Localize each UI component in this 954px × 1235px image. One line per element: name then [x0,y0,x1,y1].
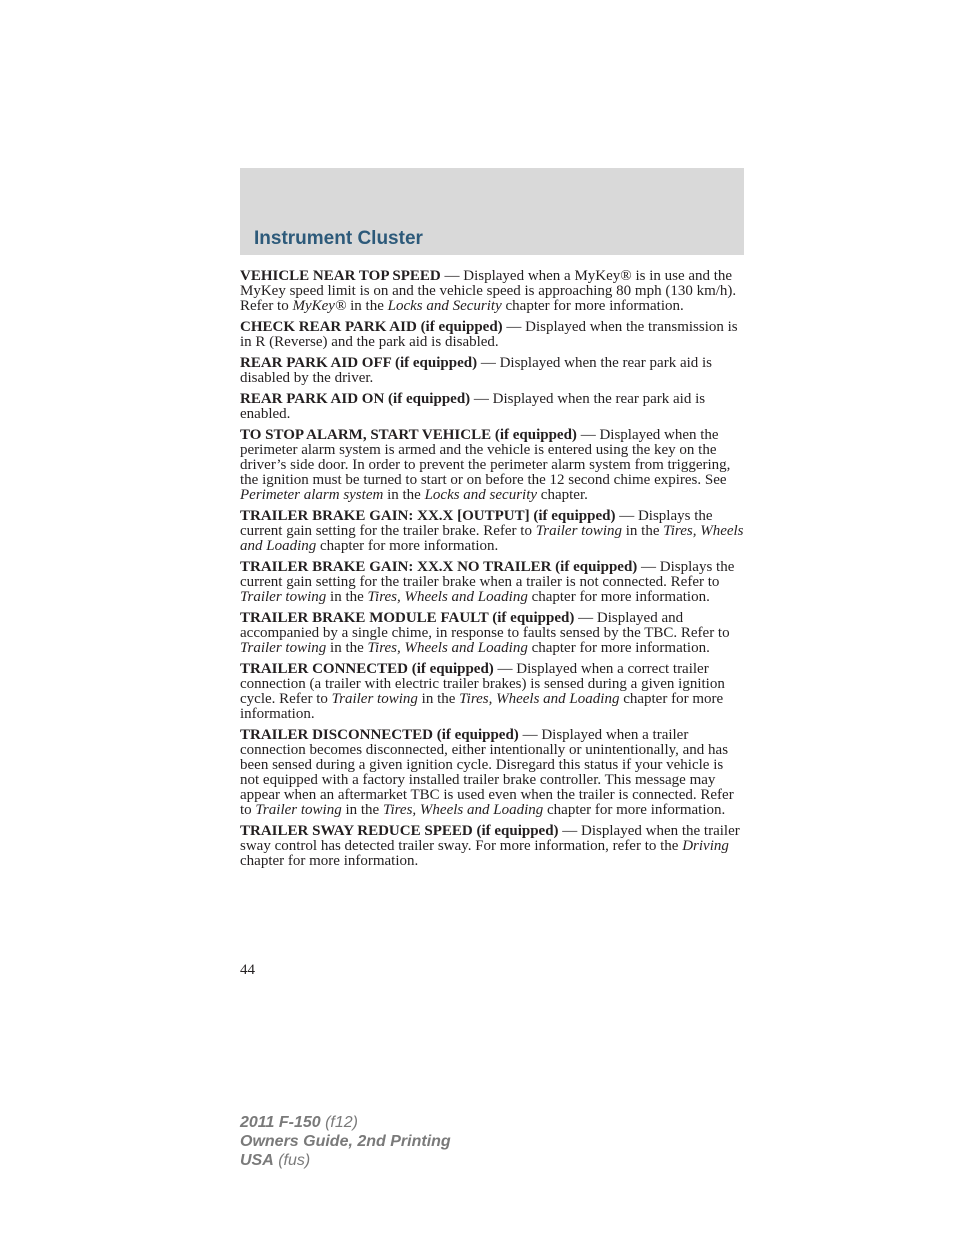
entry-10 [240,824,744,869]
entry-0 [240,269,744,314]
entry-text: chapter for more information. [527,589,710,605]
entry-reference: Trailer towing [331,691,418,707]
footer-market: USA [240,1152,274,1169]
entry-reference: Locks and Security [387,298,502,314]
entry-text: in the [326,589,368,605]
entry-reference: Trailer towing [535,523,622,539]
entry-term: TRAILER SWAY REDUCE SPEED (if equipped) [240,823,559,839]
entry-text: — Displayed when the rear park aid is enabled. [240,391,706,422]
entry-text: in the [341,802,383,818]
entry-8 [240,662,744,722]
chapter-header-band [240,168,744,255]
entry-4 [240,428,744,503]
entry-list [240,269,744,875]
footer-model: 2011 F-150 [240,1114,321,1131]
entry-reference: Trailer towing [240,589,327,605]
footer-guide: Owners Guide, 2nd Printing [240,1133,451,1150]
entry-text: — Displayed and accompanied by a single chime, in response to faults sensed by the TBC. Refer to [240,610,730,641]
entry-9 [240,728,744,818]
entry-3 [240,392,744,422]
entry-text: — Displayed when a trailer connection becomes disconnected, either intentionally or unintentionally, and has been sensed during a given ignition cycle. Disregard this status if your vehicle is not equipped with a factory installed trailer brake controller. This message may appear when an aftermarket TBC is used even when the trailer is connected. Refer to [240,727,734,818]
entry-term: REAR PARK AID OFF (if equipped) [240,355,478,371]
entry-reference: Locks and security [424,487,538,503]
entry-term: REAR PARK AID ON (if equipped) [240,391,471,407]
chapter-title: Instrument Cluster [254,228,423,249]
entry-text: chapter for more information. [527,640,710,656]
entry-1 [240,320,744,350]
entry-text: in the [326,640,368,656]
entry-6 [240,560,744,605]
entry-reference: Driving [682,838,729,854]
footer-line-model [240,1113,451,1132]
entry-reference: MyKey® [292,298,347,314]
entry-text: — Displayed when the trailer sway control has detected trailer sway. For more information, refer to the [240,823,740,854]
entry-reference: Trailer towing [255,802,342,818]
footer [240,1113,451,1170]
entry-text: — Displayed when the perimeter alarm system is armed and the vehicle is entered using the key on the driver’s side door. In order to prevent the perimeter alarm system from triggering, the ignition must be turned to start or on before the 12 second chime expires. See [240,427,731,488]
page-number: 44 [240,962,255,978]
entry-term: CHECK REAR PARK AID (if equipped) [240,319,503,335]
entry-reference: Tires, Wheels and Loading [367,640,528,656]
entry-text: in the [383,487,425,503]
entry-text: chapter for more information. [316,538,499,554]
entry-text: — Displayed when the transmission is in R (Reverse) and the park aid is disabled. [240,319,738,350]
footer-market-code: (fus) [273,1152,311,1169]
entry-reference: Tires, Wheels and Loading [240,523,744,554]
entry-text: — Displayed when a MyKey® is in use and the MyKey speed limit is on and the vehicle speed is approaching 80 mph (130 km/h). Refer to [240,268,737,314]
entry-7 [240,611,744,656]
entry-reference: Tires, Wheels and Loading [367,589,528,605]
entry-text: — Displayed when a correct trailer connection (a trailer with electric trailer brakes) is sensed during a given ignition cycle. Refer to [240,661,725,707]
entry-term: TRAILER DISCONNECTED (if equipped) [240,727,519,743]
entry-term: TRAILER BRAKE MODULE FAULT (if equipped) [240,610,575,626]
entry-text: chapter. [537,487,588,503]
entry-reference: Trailer towing [240,640,327,656]
entry-text: chapter for more information. [501,298,684,314]
entry-2 [240,356,744,386]
entry-reference: Tires, Wheels and Loading [459,691,620,707]
entry-text: — Displays the current gain setting for the trailer brake when a trailer is not connected. Refer to [240,559,735,590]
entry-5 [240,509,744,554]
entry-term: TRAILER BRAKE GAIN: XX.X NO TRAILER (if equipped) [240,559,638,575]
entry-text: in the [346,298,388,314]
entry-term: TRAILER BRAKE GAIN: XX.X [OUTPUT] (if equipped) [240,508,616,524]
entry-text: chapter for more information. [543,802,726,818]
entry-text: in the [622,523,664,539]
entry-text: chapter for more information. [240,691,724,722]
entry-text: — Displayed when the rear park aid is disabled by the driver. [240,355,713,386]
entry-text: — Displays the current gain setting for the trailer brake. Refer to [240,508,713,539]
entry-term: TRAILER CONNECTED (if equipped) [240,661,494,677]
entry-reference: Perimeter alarm system [240,487,384,503]
entry-reference: Tires, Wheels and Loading [382,802,544,818]
footer-line-market [240,1151,451,1170]
footer-model-code: (f12) [320,1114,358,1131]
entry-term: VEHICLE NEAR TOP SPEED [240,268,441,284]
entry-text: chapter for more information. [240,853,419,869]
entry-term: TO STOP ALARM, START VEHICLE (if equipped) [240,427,577,443]
entry-text: in the [417,691,460,707]
